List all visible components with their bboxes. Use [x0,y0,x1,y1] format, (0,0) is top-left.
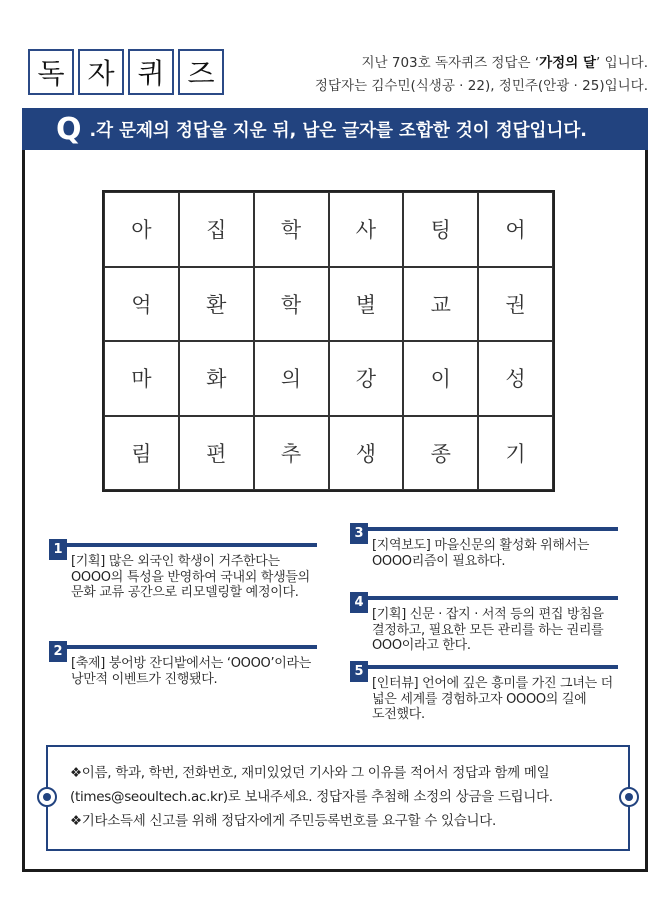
clue-text: [인터뷰] 언어에 깊은 흥미를 가진 그녀는 더 넓은 세계를 경험하고자 OOOO의 길에 도전했다. [372,676,613,722]
letter-grid [102,190,555,492]
quiz-title [28,49,224,95]
grid-cell: 기 [478,416,553,491]
previous-answer-word: 가정의 달 [539,55,596,71]
grid-cell: 학 [254,192,329,267]
grid-cell: 생 [329,416,404,491]
grid-cell: 이 [403,341,478,416]
grid-cell: 종 [403,416,478,491]
notice-line: ❖이름, 학과, 학번, 전화번호, 재미있었던 기사와 그 이유를 적어서 정답과 함께 메일 [70,765,550,781]
grid-cell: 환 [179,267,254,342]
grid-cell: 의 [254,341,329,416]
clue-number: 3 [350,523,368,544]
grid-cell: 억 [104,267,179,342]
grid-cell: 화 [179,341,254,416]
notice-line: ❖기타소득세 신고를 위해 정답자에게 주민등록번호를 요구할 수 있습니다. [70,813,496,829]
clue-4 [350,596,618,654]
grid-cell: 집 [179,192,254,267]
grid-cell: 팅 [403,192,478,267]
clue-number: 1 [49,539,67,560]
bullet-dot-icon [37,787,57,807]
grid-cell: 강 [329,341,404,416]
grid-cell: 아 [104,192,179,267]
grid-cell: 별 [329,267,404,342]
notice-line: (times@seoultech.ac.kr)로 보내주세요. 정답자를 추첨해 소정의 상금을 드립니다. [70,789,553,805]
notice-text [70,761,610,833]
title-char: 독 [28,49,74,95]
previous-answer-line [315,52,648,75]
clue-number: 5 [350,661,368,682]
prev-line-suffix: ’ 입니다. [596,55,648,71]
grid-cell: 권 [478,267,553,342]
clue-text: [축제] 붕어방 잔디밭에서는 ‘OOOO’이라는 낭만적 이벤트가 진행됐다. [71,656,312,687]
grid-cell: 추 [254,416,329,491]
title-char: 즈 [178,49,224,95]
clue-5 [350,665,618,723]
grid-cell: 성 [478,341,553,416]
clue-1 [49,543,317,601]
grid-cell: 교 [403,267,478,342]
clue-number: 4 [350,592,368,613]
title-char: 자 [78,49,124,95]
clue-text: [기획] 신문 · 잡지 · 서적 등의 편집 방침을 결정하고, 필요한 모든 관리를 하는 권리를 OOO이라고 한다. [372,607,604,653]
bullet-dot-icon [619,787,639,807]
grid-cell: 학 [254,267,329,342]
clue-3 [350,527,618,569]
clue-2 [49,645,317,687]
clue-text: [기획] 많은 외국인 학생이 거주한다는 OOOO의 특성을 반영하여 국내외 학생들의 문화 교류 공간으로 리모델링할 예정이다. [71,554,310,600]
question-text: .각 문제의 정답을 지운 뒤, 남은 글자를 조합한 것이 정답입니다. [89,120,587,141]
grid-cell: 림 [104,416,179,491]
grid-cell: 마 [104,341,179,416]
grid-cell: 어 [478,192,553,267]
clue-number: 2 [49,641,67,662]
grid-cell: 사 [329,192,404,267]
prev-line-prefix: 지난 703호 독자퀴즈 정답은 ‘ [361,55,540,71]
previous-winners-line: 정답자는 김수민(식생공 · 22), 정민주(안광 · 25)입니다. [314,78,648,94]
submission-notice [46,745,630,851]
question-letter: Q [56,111,82,147]
clue-text: [지역보도] 마을신문의 활성화 위해서는 OOOO리즘이 필요하다. [372,538,590,569]
grid-cell: 편 [179,416,254,491]
previous-answer-info [315,52,648,98]
question-bar [22,108,648,150]
title-char: 퀴 [128,49,174,95]
